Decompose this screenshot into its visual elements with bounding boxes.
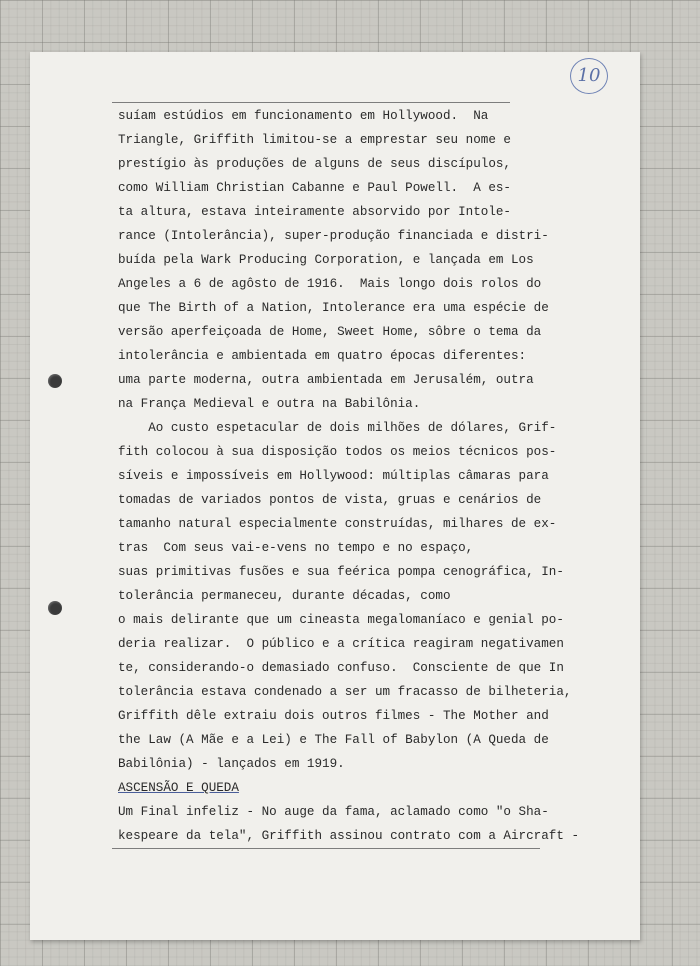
text-line: te, considerando-o demasiado confuso. Consciente de que In [118,661,564,675]
text-line: tras Com seus vai-e-vens no tempo e no espaço, [118,541,474,555]
text-line: Angeles a 6 de agôsto de 1916. Mais longo dois rolos do [118,277,542,291]
text-line: síveis e impossíveis em Hollywood: múltiplas câmaras para [118,469,549,483]
punch-hole-upper [48,374,62,388]
text-line: fith colocou à sua disposição todos os meios técnicos pos- [118,445,557,459]
page-text [118,104,588,848]
text-line: rance (Intolerância), super-produção financiada e distri- [118,229,549,243]
text-line: tomadas de variados pontos de vista, gruas e cenários de [118,493,542,507]
text-line: tolerância permaneceu, durante décadas, como [118,589,451,603]
section-heading: ASCENSÃO E QUEDA [118,781,239,795]
text-line: como William Christian Cabanne e Paul Powell. A es- [118,181,511,195]
text-line: Ao custo espetacular de dois milhões de dólares, Grif- [118,421,557,435]
text-line: tolerância estava condenado a ser um fracasso de bilheteria, [118,685,572,699]
page-number: 10 [570,58,608,94]
text-line: que The Birth of a Nation, Intolerance era uma espécie de [118,301,549,315]
top-rule [112,102,510,103]
typewritten-page [30,52,640,940]
text-line: prestígio às produções de alguns de seus discípulos, [118,157,511,171]
text-line: Babilônia) - lançados em 1919. [118,757,345,771]
text-line: Um Final infeliz - No auge da fama, aclamado como "o Sha- [118,805,549,819]
text-line: o mais delirante que um cineasta megalomaníaco e genial po- [118,613,564,627]
bottom-rule [112,848,540,849]
text-line: uma parte moderna, outra ambientada em Jerusalém, outra [118,373,534,387]
text-line: tamanho natural especialmente construídas, milhares de ex- [118,517,557,531]
punch-hole-lower [48,601,62,615]
text-line: kespeare da tela", Griffith assinou contrato com a Aircraft - [118,829,580,843]
text-line: buída pela Wark Producing Corporation, e lançada em Los [118,253,534,267]
text-line: ta altura, estava inteiramente absorvido por Intole- [118,205,511,219]
text-line: deria realizar. O público e a crítica reagiram negativamen [118,637,564,651]
text-line: the Law (A Mãe e a Lei) e The Fall of Babylon (A Queda de [118,733,549,747]
text-line: suas primitivas fusões e sua feérica pompa cenográfica, In- [118,565,564,579]
text-line: versão aperfeiçoada de Home, Sweet Home, sôbre o tema da [118,325,542,339]
text-line: intolerância e ambientada em quatro épocas diferentes: [118,349,527,363]
text-line: na França Medieval e outra na Babilônia. [118,397,421,411]
text-line: suíam estúdios em funcionamento em Hollywood. Na [118,109,489,123]
text-line: Triangle, Griffith limitou-se a emprestar seu nome e [118,133,511,147]
text-line: Griffith dêle extraiu dois outros filmes - The Mother and [118,709,549,723]
